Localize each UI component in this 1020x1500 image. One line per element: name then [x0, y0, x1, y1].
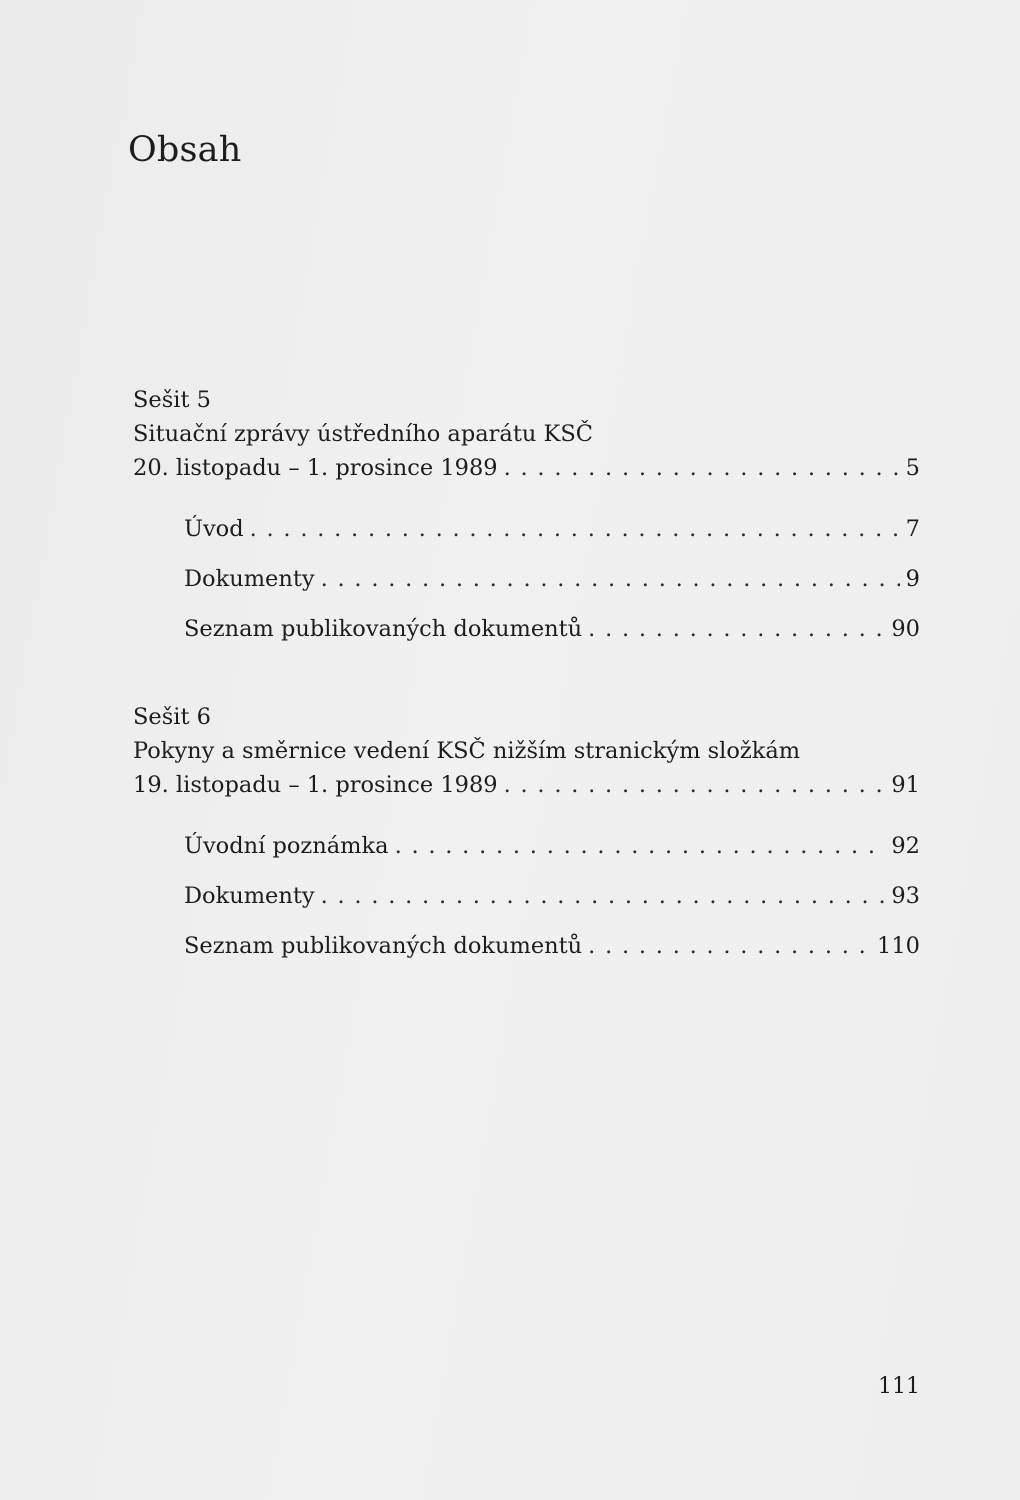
- page-number: 111: [878, 1374, 920, 1399]
- toc-row-section-dates[interactable]: [133, 768, 920, 802]
- toc-row-seznam[interactable]: [184, 612, 920, 646]
- volume-label: Sešit 5: [133, 387, 211, 413]
- toc-row-uvodni-poznamka[interactable]: [184, 829, 920, 863]
- dot-leader: [250, 512, 900, 546]
- section-title: Situační zprávy ústředního aparátu KSČ: [133, 421, 593, 447]
- toc-section-5: [133, 383, 920, 646]
- toc-entry-label: Dokumenty: [184, 883, 315, 909]
- dot-leader: [504, 768, 886, 802]
- toc-entry-label: Úvod: [184, 516, 244, 542]
- dot-leader: [588, 929, 871, 963]
- toc-page-number: 90: [891, 616, 920, 642]
- dot-leader: [321, 879, 886, 913]
- toc-entry-label: Dokumenty: [184, 566, 315, 592]
- page-title: Obsah: [128, 130, 242, 170]
- toc-page-number: 5: [905, 455, 920, 481]
- toc-section-6: [133, 700, 920, 963]
- dot-leader: [588, 612, 885, 646]
- toc-page-number: 110: [877, 933, 920, 959]
- toc-row-section-dates[interactable]: [133, 451, 920, 485]
- volume-label: Sešit 6: [133, 704, 211, 730]
- toc-entry-label: Seznam publikovaných dokumentů: [184, 933, 583, 959]
- toc-page-number: 9: [905, 566, 920, 592]
- dot-leader: [321, 562, 900, 596]
- toc-page-number: 91: [891, 772, 920, 798]
- toc-page-number: 7: [905, 516, 920, 542]
- toc-entry-label: Seznam publikovaných dokumentů: [184, 616, 583, 642]
- dot-leader: [504, 451, 900, 485]
- toc-row-uvod[interactable]: [184, 512, 920, 546]
- toc-row-dokumenty[interactable]: [184, 879, 920, 913]
- toc-page-number: 92: [891, 833, 920, 859]
- section-title: Pokyny a směrnice vedení KSČ nižším stranickým složkám: [133, 738, 801, 764]
- toc-row-dokumenty[interactable]: [184, 562, 920, 596]
- toc-entry-label: 20. listopadu – 1. prosince 1989: [133, 455, 498, 481]
- toc-page-number: 93: [891, 883, 920, 909]
- toc-row-seznam[interactable]: [184, 929, 920, 963]
- dot-leader: [395, 829, 886, 863]
- toc-entry-label: Úvodní poznámka: [184, 833, 389, 859]
- toc-entry-label: 19. listopadu – 1. prosince 1989: [133, 772, 498, 798]
